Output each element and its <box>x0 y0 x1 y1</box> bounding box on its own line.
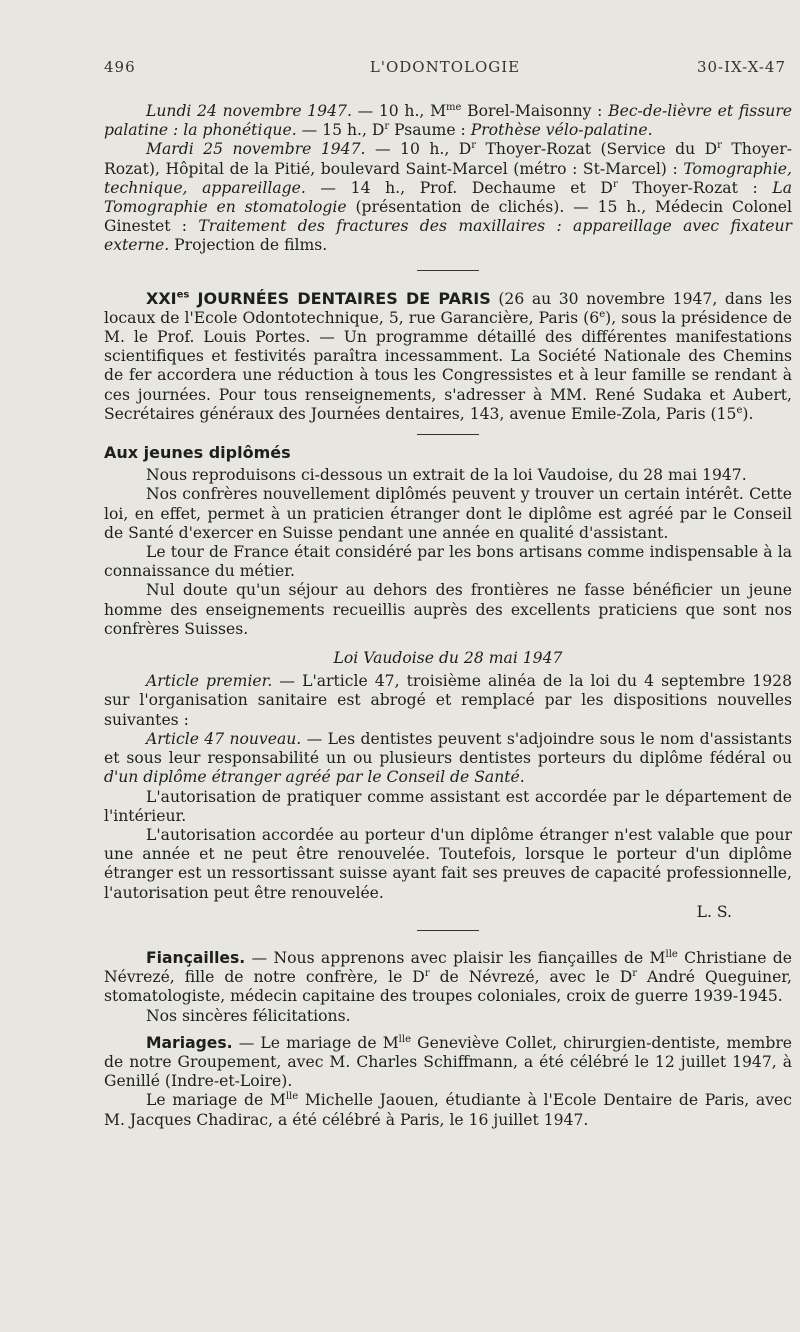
journees-paragraph: $XXI^{es}$ JOURNÉES DENTAIRES DE PARIS (26 au 30 novembre 1947, dans les locaux de l'Ecole Odontotechnique, 5, rue Garancière, Paris (6e), sous la présidence de M. le Prof. Louis Portes. — Un programme détaillé des différentes manifestations scientifiques et festivités paraîtra incessamment. La Société Nationale des Chemins de fer accordera une réduction à tous les Congressistes et à leur famille se rendant à ces journées. Pour tous renseignements, s'adresser à MM. René Sudaka et Aubert, Secrétaires généraux des Journées dentaires, 143, avenue Emile-Zola, Paris (15e). <box>104 288 792 423</box>
article-47: Article 47 nouveau. — Les dentistes peuvent s'adjoindre sous le nom d'assistants et sous leur responsabilité un ou plusieurs dentistes porteurs du diplôme fédéral ou d'un diplôme étranger agréé par le Conseil de Santé. <box>104 729 793 787</box>
fiancailles-label: Fiançailles. <box>146 948 246 967</box>
page-header <box>104 58 786 84</box>
diplomes-p5: L'autorisation de pratiquer comme assistant est accordée par le département de l'intérieur. <box>104 787 792 825</box>
page-content <box>104 102 792 1130</box>
diplomes-p6: L'autorisation accordée au porteur d'un diplôme étranger n'est valable que pour une année et ne peut être renouvelée. Toutefois, lorsque le porteur d'un diplôme étranger est un ressortissant suisse ayant fait ses preuves de capacité professionnelle, l'autorisation peut être renouvelée. <box>104 825 792 902</box>
law-title: Loi Vaudoise du 28 mai 1947 <box>333 649 563 668</box>
diplomes-p2: Nos confrères nouvellement diplômés peuvent y trouver un certain intérêt. Cette loi, en effet, permet à un praticien étranger dont le diplôme est agréé par le Conseil de Santé d'exercer en Suisse pendant une année en qualité d'assistant. <box>104 485 792 542</box>
section-divider <box>417 434 479 435</box>
diplomes-p4: Nul doute qu'un séjour au dehors des frontières ne fasse bénéficier un jeune homme des enseignements recueillis auprès des excellents praticiens que sont nos confrères Suisses. <box>104 581 792 638</box>
program-monday: Lundi 24 novembre 1947. — 10 h., $M^{me}$ Borel-Maisonny : Bec-de-lièvre et fissure palatine : la phonétique. — 15 h., $D^r$ Psaume : Prothèse vélo-palatine. <box>104 101 793 140</box>
article-premier: Article premier. — L'article 47, troisième alinéa de la loi du 4 septembre 1928 sur l'organisation sanitaire est abrogé et remplacé par les dispositions nouvelles suivantes : <box>104 672 792 729</box>
journees-title: $XXI^{es}$ JOURNÉES DENTAIRES DE PARIS <box>146 288 491 308</box>
section-divider <box>417 930 479 931</box>
diplomes-p1: Nous reproduisons ci-dessous un extrait de la loi Vaudoise, du 28 mai 1947. <box>146 466 747 485</box>
section-divider <box>417 270 479 271</box>
signature: L. S. <box>696 902 732 921</box>
journal-title: L'ODONTOLOGIE <box>369 58 521 76</box>
diplomes-p3: Le tour de France était considéré par les bons artisans comme indispensable à la connaissance du métier. <box>104 543 792 581</box>
issue-date: 30-IX-X-47 <box>696 58 786 76</box>
program-tuesday: Mardi 25 novembre 1947. — 10 h., $D^r$ Thoyer-Rozat (Service du $D^r$ Thoyer-Rozat), Hôpital de la Pitié, boulevard Saint-Marcel (métro : St-Marcel) : Tomographie, technique, appareillage. — 14 h., Prof. Dechaume et $D^r$ Thoyer-Rozat : La Tomographie en stomatologie (présentation de clichés). — 15 h., Médecin Colonel Ginestet : Traitement des fractures des maxillaires : appareillage avec fixateur externe. Projection de films. <box>104 140 792 255</box>
mariages-label: Mariages. <box>146 1033 233 1052</box>
felicitations: Nos sincères félicitations. <box>146 1006 351 1025</box>
mariages-paragraph-2: Le mariage de $M^{lle}$ Michelle Jaouen, étudiante à l'Ecole Dentaire de Paris, avec M. Jacques Chadirac, a été célébré à Paris, le 16 juillet 1947. <box>104 1091 793 1129</box>
fiancailles-paragraph: Fiançailles. — Nous apprenons avec plaisir les fiançailles de $M^{lle}$ Christiane de Névrezé, fille de notre confrère, le $D^r$ de Névrezé, avec le $D^r$ André Queguiner, stomatologiste, médecin capitaine des troupes coloniales, croix de guerre 1939-1945. <box>104 948 792 1006</box>
diplomes-heading: Aux jeunes diplômés <box>104 443 291 463</box>
monday-date: Lundi 24 novembre 1947. <box>146 102 352 120</box>
tuesday-date: Mardi 25 novembre 1947. <box>146 140 366 159</box>
mariages-paragraph-1: Mariages. — Le mariage de $M^{lle}$ Geneviève Collet, chirurgien-dentiste, membre de notre Groupement, avec M. Charles Schiffmann, a été célébré le 12 juillet 1947, à Genillé (Indre-et-Loire). <box>104 1033 793 1091</box>
page-number: 496 <box>104 58 136 76</box>
